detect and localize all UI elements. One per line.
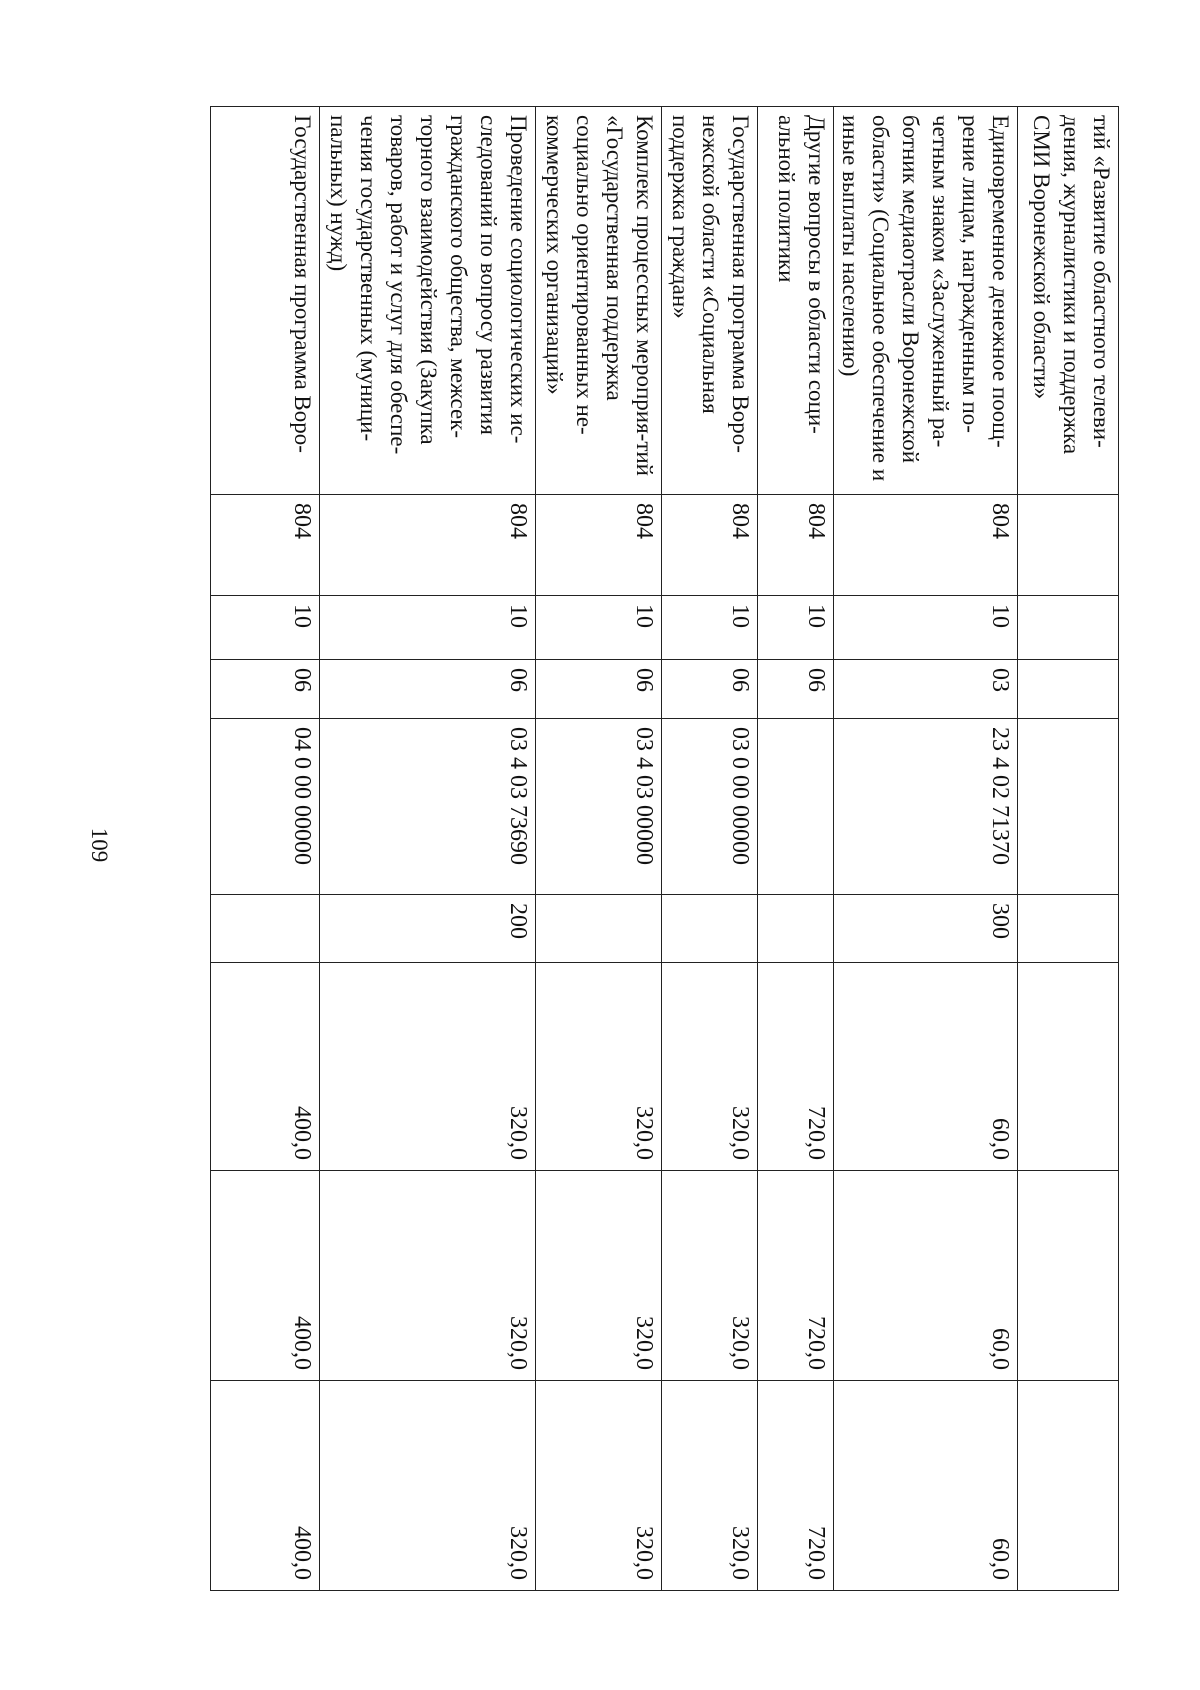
cell-year1: 320,0: [320, 963, 536, 1171]
cell-year1: 720,0: [758, 963, 834, 1171]
cell-csr: 03 4 03 00000: [536, 719, 662, 895]
cell-vr: 200: [320, 895, 536, 963]
cell-vr: [758, 895, 834, 963]
cell-csr: 23 4 02 71370: [834, 719, 1018, 895]
cell-csr: 04 0 00 00000: [211, 719, 320, 895]
row-name: тий «Развитие областного телеви-дения, журналистики и поддержка СМИ Воронежской области»: [1018, 107, 1119, 495]
cell-gr: 804: [211, 495, 320, 596]
cell-rz: 10: [536, 596, 662, 660]
cell-year3: 720,0: [758, 1381, 834, 1591]
cell-pr: 06: [758, 660, 834, 719]
cell-year3: 320,0: [320, 1381, 536, 1591]
cell-year2: 320,0: [536, 1171, 662, 1381]
cell-year2: 720,0: [758, 1171, 834, 1381]
cell-year1: 320,0: [536, 963, 662, 1171]
cell-vr: [536, 895, 662, 963]
cell-vr: [1018, 895, 1119, 963]
cell-csr: [758, 719, 834, 895]
cell-rz: 10: [320, 596, 536, 660]
cell-year1: [1018, 963, 1119, 1171]
cell-pr: 06: [662, 660, 758, 719]
cell-pr: 06: [536, 660, 662, 719]
cell-year1: 60,0: [834, 963, 1018, 1171]
table-row: [1018, 107, 1119, 1591]
cell-csr: [1018, 719, 1119, 895]
row-name: Государственная программа Воро-: [211, 107, 320, 495]
cell-rz: [1018, 596, 1119, 660]
budget-table: [210, 106, 1119, 1591]
cell-pr: 06: [320, 660, 536, 719]
row-name: Другие вопросы в области соци-альной политики: [758, 107, 834, 495]
cell-year2: 400,0: [211, 1171, 320, 1381]
cell-year3: 400,0: [211, 1381, 320, 1591]
cell-gr: 804: [662, 495, 758, 596]
cell-csr: 03 4 03 73690: [320, 719, 536, 895]
cell-vr: [662, 895, 758, 963]
cell-gr: [1018, 495, 1119, 596]
cell-pr: 06: [211, 660, 320, 719]
row-name: Государственная программа Воро-нежской области «Социальная поддержка граждан»: [662, 107, 758, 495]
cell-gr: 804: [320, 495, 536, 596]
cell-rz: 10: [758, 596, 834, 660]
cell-year2: 320,0: [320, 1171, 536, 1381]
cell-year3: 320,0: [662, 1381, 758, 1591]
table-row: [758, 107, 834, 1591]
cell-pr: 03: [834, 660, 1018, 719]
cell-year1: 400,0: [211, 963, 320, 1171]
cell-pr: [1018, 660, 1119, 719]
cell-year3: [1018, 1381, 1119, 1591]
cell-year2: [1018, 1171, 1119, 1381]
table-row: [662, 107, 758, 1591]
cell-gr: 804: [834, 495, 1018, 596]
cell-year1: 320,0: [662, 963, 758, 1171]
row-name: Комплекс процессных мероприя-тий «Государственная поддержка социально ориентированных не-коммерческих организаций»: [536, 107, 662, 495]
cell-rz: 10: [834, 596, 1018, 660]
budget-table-container: [211, 106, 1119, 1590]
table-row: [320, 107, 536, 1591]
table-row: [536, 107, 662, 1591]
cell-year2: 320,0: [662, 1171, 758, 1381]
row-name: Проведение социологических ис-следований по вопросу развития гражданского общества, межсек-торного взаимодействия (Закупка товаров, работ и услуг для обеспе-чения государственных (муници-пальных) нужд): [320, 107, 536, 495]
cell-vr: [211, 895, 320, 963]
table-row: [834, 107, 1018, 1591]
cell-gr: 804: [536, 495, 662, 596]
page-number: 109: [87, 827, 112, 863]
table-row: [211, 107, 320, 1591]
cell-vr: 300: [834, 895, 1018, 963]
cell-csr: 03 0 00 00000: [662, 719, 758, 895]
cell-gr: 804: [758, 495, 834, 596]
cell-year2: 60,0: [834, 1171, 1018, 1381]
cell-year3: 320,0: [536, 1381, 662, 1591]
cell-rz: 10: [662, 596, 758, 660]
cell-year3: 60,0: [834, 1381, 1018, 1591]
cell-rz: 10: [211, 596, 320, 660]
row-name: Единовременное денежное поощ-рение лицам, награжденным по-четным знаком «Заслуженный ра-ботник медиаотрасли Воронежской области» (Социальное обеспечение и иные выплаты населению): [834, 107, 1018, 495]
